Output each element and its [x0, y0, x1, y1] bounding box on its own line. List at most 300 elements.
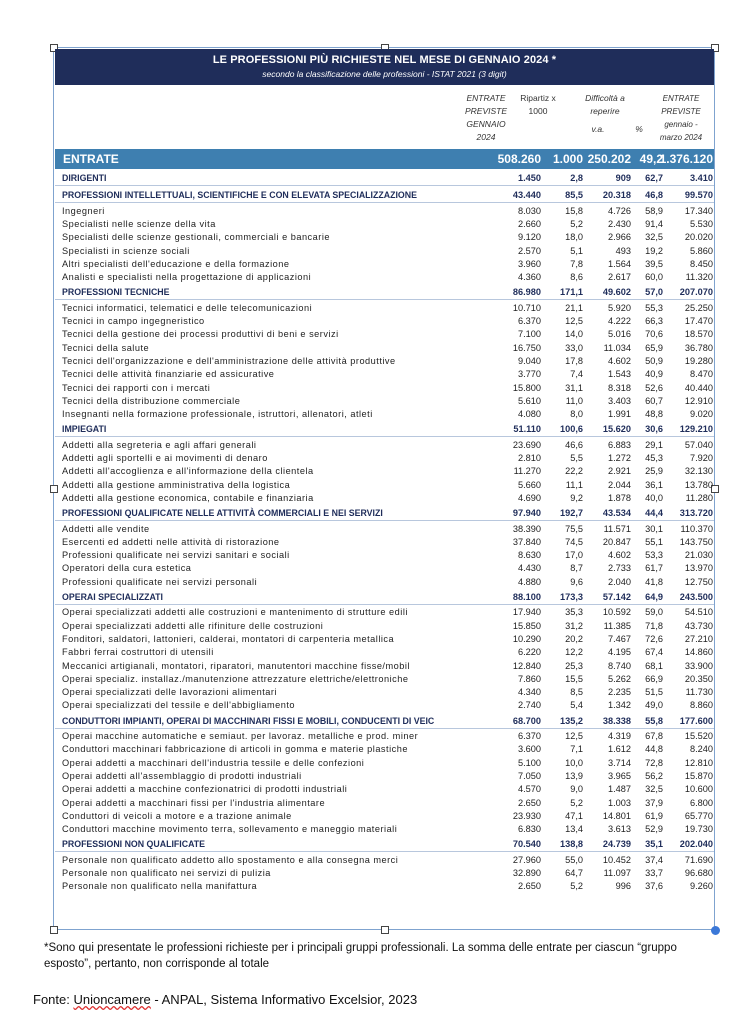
row-label: PROFESSIONI NON QUALIFICATE [62, 839, 206, 850]
row-value-4: 91,4 [645, 218, 663, 229]
row-value-4: 70,6 [645, 329, 663, 340]
table-row [55, 646, 714, 659]
row-value-1: 16.750 [512, 342, 541, 353]
entrate-value-5: 1.376.120 [659, 152, 713, 166]
row-value-5: 207.070 [679, 287, 713, 298]
row-value-2: 11,1 [565, 479, 583, 490]
row-value-5: 18.570 [684, 329, 713, 340]
row-value-5: 33.900 [684, 660, 713, 671]
row-value-1: 2.650 [518, 797, 541, 808]
row-label: Addetti alla segreteria e agli affari generali [62, 439, 257, 450]
row-value-3: 1.543 [608, 369, 631, 380]
row-value-4: 67,8 [645, 731, 663, 741]
row-label: Tecnici della gestione dei processi produttivi di beni e servizi [62, 329, 339, 340]
row-value-5: 27.210 [684, 633, 713, 644]
row-value-2: 46,6 [565, 439, 583, 450]
row-value-1: 51.110 [513, 424, 541, 435]
row-value-1: 4.880 [518, 576, 541, 587]
row-label: IMPIEGATI [62, 424, 107, 435]
row-value-5: 12.910 [684, 395, 713, 406]
row-value-2: 12,5 [565, 731, 583, 741]
row-label: Fonditori, saldatori, lattonieri, calderai, montatori di carpenteria metallica [62, 633, 395, 644]
row-label: Esercenti ed addetti nelle attività di ristorazione [62, 536, 280, 547]
table-row [55, 867, 714, 880]
row-value-3: 8.318 [608, 382, 631, 393]
row-value-2: 55,0 [565, 854, 583, 865]
col-difficolta-pct: % [635, 124, 643, 134]
row-value-2: 17,8 [565, 355, 583, 366]
row-value-3: 3.714 [608, 757, 631, 768]
row-value-5: 19.280 [684, 355, 713, 366]
row-value-4: 60,0 [645, 272, 663, 283]
row-label: Operai addetti a macchinari dell'industria tessile e delle confezioni [62, 757, 365, 768]
row-value-1: 4.570 [518, 784, 541, 795]
row-value-1: 5.100 [518, 757, 541, 768]
row-value-2: 5,4 [570, 700, 583, 711]
row-value-4: 57,0 [645, 287, 663, 298]
row-value-4: 30,1 [645, 523, 663, 534]
row-value-2: 18,0 [565, 232, 583, 243]
row-value-1: 3.770 [518, 369, 541, 380]
row-value-3: 15.620 [602, 424, 631, 435]
row-label: Personale non qualificato nei servizi di pulizia [62, 868, 271, 878]
table-row [55, 854, 714, 867]
row-label: Tecnici della distribuzione commerciale [62, 395, 241, 406]
row-value-2: 13,4 [565, 824, 583, 835]
row-label: Analisti e specialisti nella progettazione di applicazioni [62, 272, 312, 283]
col-difficolta-va: v.a. [591, 124, 605, 134]
row-value-4: 49,0 [645, 700, 663, 711]
row-value-3: 1.342 [608, 700, 631, 711]
row-value-2: 5,2 [570, 218, 583, 229]
row-value-3: 4.195 [608, 647, 631, 658]
row-value-5: 21.030 [684, 550, 713, 561]
row-value-3: 2.235 [608, 687, 631, 698]
table-row [55, 342, 714, 355]
row-value-4: 67,4 [645, 647, 663, 658]
row-value-3: 1.612 [608, 744, 631, 755]
row-value-4: 64,9 [645, 592, 663, 602]
row-label: Operai specializzati addetti alle costruzioni e mantenimento di strutture edili [62, 607, 408, 618]
row-value-5: 313.720 [679, 508, 713, 519]
row-value-2: 11,0 [565, 395, 583, 406]
row-value-4: 33,7 [645, 868, 663, 878]
row-value-5: 15.870 [684, 770, 713, 781]
row-value-2: 31,1 [565, 382, 583, 393]
group-row [55, 172, 714, 186]
row-value-2: 15,8 [565, 205, 583, 216]
row-value-4: 25,9 [645, 466, 663, 477]
row-label: Tecnici informatici, telematici e delle telecomunicazioni [62, 302, 313, 313]
row-value-2: 5,2 [570, 797, 583, 808]
row-value-1: 27.960 [512, 854, 541, 865]
table-row [55, 730, 714, 743]
table-row [55, 686, 714, 699]
row-value-3: 2.040 [608, 576, 631, 587]
row-value-1: 4.690 [518, 492, 541, 503]
row-label: Operatori della cura estetica [62, 563, 192, 574]
row-value-1: 4.340 [518, 687, 541, 698]
row-value-5: 5.860 [690, 245, 713, 256]
row-value-4: 40,9 [645, 369, 663, 380]
row-label: Conduttori macchinari fabbricazione di articoli in gomma e materie plastiche [62, 744, 408, 755]
group-row [55, 507, 714, 521]
row-value-3: 24.739 [602, 839, 631, 850]
row-value-4: 66,9 [645, 673, 663, 684]
row-label: Addetti agli sportelli e ai movimenti di denaro [62, 453, 268, 463]
row-value-4: 50,9 [645, 355, 663, 366]
table-row [55, 633, 714, 646]
row-value-4: 59,0 [645, 607, 663, 618]
row-value-2: 12,5 [565, 316, 583, 326]
row-value-4: 53,3 [645, 550, 663, 561]
row-value-5: 177.600 [679, 715, 713, 726]
row-value-5: 20.020 [684, 232, 713, 243]
row-value-4: 44,4 [645, 508, 663, 519]
row-value-5: 17.470 [684, 316, 713, 326]
row-label: Tecnici della salute [62, 342, 150, 353]
table-title-bar [55, 49, 714, 85]
row-label: Operai macchine automatiche e semiaut. per lavoraz. metalliche e prod. miner [62, 731, 419, 741]
row-value-3: 5.016 [608, 329, 631, 340]
row-label: Operai specializzati delle lavorazioni alimentari [62, 687, 277, 698]
row-value-3: 5.262 [608, 673, 631, 684]
row-value-1: 9.040 [518, 355, 541, 366]
table-row [55, 783, 714, 796]
row-value-2: 33,0 [565, 342, 583, 353]
row-value-3: 5.920 [608, 302, 631, 313]
row-value-2: 7,8 [570, 258, 583, 269]
row-value-4: 55,1 [645, 536, 663, 547]
row-value-3: 11.097 [603, 868, 631, 878]
table-row [55, 245, 714, 258]
row-value-1: 2.660 [518, 218, 541, 229]
table-row [55, 523, 714, 536]
row-value-3: 1.487 [608, 784, 631, 795]
col-ripartizione: Ripartiz x 1000 [520, 93, 556, 116]
group-row [55, 189, 714, 203]
row-value-1: 2.810 [518, 453, 541, 463]
row-value-3: 10.592 [602, 607, 631, 618]
row-value-5: 14.860 [684, 647, 713, 658]
col-entrate-previste: ENTRATE PREVISTE GENNAIO 2024 [464, 93, 508, 142]
group-row [55, 838, 714, 852]
row-value-2: 173,3 [560, 592, 583, 602]
row-value-3: 1.991 [608, 409, 631, 420]
row-value-5: 243.500 [679, 592, 713, 602]
row-value-4: 52,6 [645, 382, 663, 393]
row-value-3: 4.602 [608, 355, 631, 366]
row-value-5: 9.260 [690, 881, 713, 892]
row-value-2: 8,5 [570, 687, 583, 698]
row-value-2: 5,2 [570, 881, 583, 892]
resize-handle-bottom-left[interactable] [50, 926, 58, 934]
row-value-1: 86.980 [512, 287, 541, 298]
row-value-5: 5.530 [690, 218, 713, 229]
row-value-4: 61,7 [645, 563, 663, 574]
group-row [55, 423, 714, 437]
resize-handle-bottom-right[interactable] [711, 926, 720, 935]
row-value-3: 2.430 [608, 218, 631, 229]
row-label: Operai addetti all'assemblaggio di prodotti industriali [62, 770, 302, 781]
row-value-1: 2.650 [518, 881, 541, 892]
row-value-3: 1.272 [608, 453, 631, 463]
row-value-4: 41,8 [645, 576, 663, 587]
row-value-2: 5,5 [570, 453, 583, 463]
row-value-4: 65,9 [645, 342, 663, 353]
row-label: Specialisti nelle scienze della vita [62, 218, 216, 229]
row-value-2: 75,5 [565, 523, 583, 534]
row-value-4: 52,9 [645, 824, 663, 835]
source-rest: - ANPAL, Sistema Informativo Excelsior, 2023 [150, 992, 418, 1007]
table-row [55, 452, 714, 465]
row-value-4: 48,8 [645, 409, 663, 420]
row-value-2: 15,5 [565, 673, 583, 684]
row-label: Personale non qualificato addetto allo spostamento e alla consegna merci [62, 854, 399, 865]
row-value-5: 110.370 [680, 523, 713, 534]
row-value-2: 7,4 [570, 369, 583, 380]
col-entrate-trimestre: ENTRATE PREVISTE gennaio - marzo 2024 [659, 94, 703, 142]
table-row [55, 492, 714, 505]
row-value-2: 64,7 [565, 868, 583, 878]
col-difficolta: Difficoltà a reperire [585, 93, 625, 116]
row-value-3: 3.613 [608, 824, 631, 835]
row-value-1: 68.700 [512, 715, 541, 726]
row-value-5: 3.410 [690, 173, 713, 183]
row-value-2: 21,1 [565, 302, 583, 313]
row-value-5: 43.730 [684, 620, 713, 631]
row-value-4: 32,5 [645, 232, 663, 243]
row-value-3: 2.617 [608, 272, 631, 283]
row-value-1: 70.540 [512, 839, 541, 850]
row-value-1: 10.290 [512, 633, 541, 644]
row-value-1: 15.850 [512, 620, 541, 631]
row-value-3: 2.044 [608, 479, 631, 490]
row-value-4: 72,8 [645, 757, 663, 768]
table-row [55, 673, 714, 686]
row-value-1: 1.450 [518, 173, 541, 183]
row-value-2: 7,1 [570, 744, 583, 755]
row-value-2: 12,2 [565, 647, 583, 658]
row-value-4: 62,7 [645, 173, 663, 183]
row-value-1: 2.570 [518, 245, 541, 256]
row-label: Professioni qualificate nei servizi sanitari e sociali [62, 550, 290, 561]
group-row [55, 286, 714, 300]
row-value-5: 13.970 [684, 563, 713, 574]
row-value-5: 7.920 [690, 453, 713, 463]
row-value-5: 32.130 [684, 466, 713, 477]
row-value-4: 51,5 [645, 687, 663, 698]
table-row [55, 218, 714, 231]
row-value-4: 19,2 [645, 245, 663, 256]
table-row [55, 660, 714, 673]
table-row [55, 479, 714, 492]
row-value-5: 9.020 [690, 409, 713, 420]
row-value-5: 8.860 [690, 700, 713, 711]
row-value-5: 54.510 [684, 607, 713, 618]
row-value-2: 9,6 [570, 576, 583, 587]
row-label: Tecnici dell'organizzazione e dell'amministrazione delle attività produttive [62, 355, 396, 366]
entrate-label: ENTRATE [63, 152, 119, 166]
row-label: Fabbri ferrai costruttori di utensili [62, 647, 214, 658]
group-row [55, 715, 714, 729]
row-value-1: 6.370 [518, 316, 541, 326]
row-value-3: 10.452 [602, 854, 631, 865]
entrate-value-4: 49,2 [639, 152, 663, 166]
row-value-1: 3.600 [518, 744, 541, 755]
row-value-5: 99.570 [684, 190, 713, 201]
table-row [55, 408, 714, 421]
row-value-5: 11.730 [685, 687, 713, 698]
table-row [55, 205, 714, 218]
row-value-2: 135,2 [560, 715, 583, 726]
row-value-2: 35,3 [565, 607, 583, 618]
row-value-4: 66,3 [645, 316, 663, 326]
row-value-4: 32,5 [645, 784, 663, 795]
row-value-1: 4.080 [518, 409, 541, 420]
row-label: Tecnici delle attività finanziarie ed assicurative [62, 369, 275, 380]
row-value-5: 25.250 [684, 302, 713, 313]
row-value-3: 11.385 [603, 620, 631, 631]
row-value-1: 4.360 [518, 272, 541, 283]
row-value-5: 129.210 [679, 424, 713, 435]
row-value-2: 47,1 [565, 810, 583, 821]
row-value-1: 12.840 [512, 660, 541, 671]
row-value-3: 11.034 [603, 342, 631, 353]
row-label: PROFESSIONI QUALIFICATE NELLE ATTIVITÀ COMMERCIALI E NEI SERVIZI [62, 508, 383, 519]
row-label: Personale non qualificato nella manifattura [62, 881, 258, 892]
row-value-2: 14,0 [565, 329, 583, 340]
row-value-3: 4.222 [608, 316, 631, 326]
row-value-2: 13,9 [565, 770, 583, 781]
row-value-2: 8,7 [570, 563, 583, 574]
table-row [55, 549, 714, 562]
row-value-1: 37.840 [512, 536, 541, 547]
row-value-4: 71,8 [645, 620, 663, 631]
row-value-3: 1.878 [608, 492, 631, 503]
row-value-1: 7.860 [518, 673, 541, 684]
row-value-1: 88.100 [512, 592, 541, 602]
row-label: Professioni qualificate nei servizi personali [62, 576, 258, 587]
table-row [55, 743, 714, 756]
row-value-1: 2.740 [518, 700, 541, 711]
row-label: Insegnanti nella formazione professionale, istruttori, allenatori, atleti [62, 409, 373, 420]
row-value-4: 61,9 [645, 810, 663, 821]
row-value-4: 29,1 [645, 439, 663, 450]
row-value-1: 6.830 [518, 824, 541, 835]
row-value-3: 1.564 [608, 258, 631, 269]
row-value-5: 65.770 [684, 810, 713, 821]
row-value-5: 6.800 [690, 797, 713, 808]
row-value-3: 2.733 [608, 563, 631, 574]
row-label: Tecnici in campo ingegneristico [62, 316, 205, 326]
row-value-1: 97.940 [512, 508, 541, 519]
row-value-5: 15.520 [684, 731, 713, 741]
row-value-4: 36,1 [645, 479, 663, 490]
row-value-1: 5.660 [518, 479, 541, 490]
table-row [55, 576, 714, 589]
row-value-1: 32.890 [512, 868, 541, 878]
row-value-3: 49.602 [602, 287, 631, 298]
row-label: Addetti alla gestione amministrativa della logistica [62, 479, 291, 490]
row-label: Operai specializzati addetti alle rifiniture delle costruzioni [62, 620, 324, 631]
row-value-2: 8,0 [570, 409, 583, 420]
row-value-3: 909 [615, 173, 631, 183]
row-value-4: 55,8 [645, 715, 663, 726]
row-value-5: 13.780 [684, 479, 713, 490]
row-value-2: 20,2 [565, 633, 583, 644]
row-value-1: 7.050 [518, 770, 541, 781]
table-row [55, 355, 714, 368]
row-label: Operai specializ. installaz./manutenzione attrezzature elettriche/elettroniche [62, 673, 409, 684]
row-value-2: 2,8 [570, 173, 583, 183]
row-value-2: 171,1 [560, 287, 583, 298]
source-unioncamere: Unioncamere [73, 992, 151, 1007]
row-value-5: 96.680 [684, 868, 713, 878]
row-label: Meccanici artigianali, montatori, riparatori, manutentori macchine fisse/mobil [62, 660, 410, 671]
row-value-1: 9.120 [518, 232, 541, 243]
row-value-5: 57.040 [684, 439, 713, 450]
row-value-5: 11.280 [685, 492, 713, 503]
row-label: PROFESSIONI TECNICHE [62, 287, 170, 298]
row-value-3: 3.965 [608, 770, 631, 781]
footnote: *Sono qui presentate le professioni richieste per i principali gruppi professionali. La somma delle entrate per ciascun “gruppo esposto”, pertanto, non corrisponde al totale [44, 942, 677, 970]
row-value-2: 25,3 [565, 660, 583, 671]
row-value-3: 4.319 [608, 731, 631, 741]
row-value-5: 36.780 [684, 342, 713, 353]
row-value-2: 22,2 [565, 466, 583, 477]
row-value-1: 7.100 [518, 329, 541, 340]
row-label: Ingegneri [62, 205, 105, 216]
row-value-3: 4.602 [608, 550, 631, 561]
row-value-4: 45,3 [645, 453, 663, 463]
row-label: Specialisti delle scienze gestionali, commerciali e bancarie [62, 232, 330, 243]
row-value-4: 39,5 [645, 258, 663, 269]
row-value-1: 11.270 [513, 466, 541, 477]
row-value-3: 8.740 [608, 660, 631, 671]
table-row [55, 823, 714, 836]
source-line [33, 992, 417, 1007]
table-row [55, 620, 714, 633]
row-label: Tecnici dei rapporti con i mercati [62, 382, 211, 393]
table-row [55, 757, 714, 770]
row-value-4: 46,8 [645, 190, 663, 201]
row-value-4: 55,3 [645, 302, 663, 313]
row-value-5: 17.340 [684, 205, 713, 216]
row-label: Altri specialisti dell'educazione e della formazione [62, 258, 290, 269]
row-value-5: 11.320 [685, 272, 713, 283]
resize-handle-bottom-center[interactable] [381, 926, 389, 934]
row-value-4: 68,1 [645, 660, 663, 671]
row-value-2: 100,6 [560, 424, 583, 435]
row-label: CONDUTTORI IMPIANTI, OPERAI DI MACCHINARI FISSI E MOBILI, CONDUCENTI DI VEIC [62, 715, 435, 726]
row-value-5: 12.750 [684, 576, 713, 587]
row-value-1: 38.390 [512, 523, 541, 534]
row-value-2: 10,0 [565, 757, 583, 768]
row-value-4: 30,6 [645, 424, 663, 435]
table-row [55, 328, 714, 341]
row-value-5: 40.440 [684, 382, 713, 393]
row-label: DIRIGENTI [62, 173, 107, 183]
row-value-1: 43.440 [512, 190, 541, 201]
row-label: Addetti alla gestione economica, contabile e finanziaria [62, 492, 314, 503]
row-value-1: 15.800 [512, 382, 541, 393]
row-label: Operai specializzati del tessile e dell'abbigliamento [62, 700, 296, 711]
row-value-4: 40,0 [645, 492, 663, 503]
row-value-3: 57.142 [602, 592, 631, 602]
row-value-2: 17,0 [565, 550, 583, 561]
row-value-4: 72,6 [645, 633, 663, 644]
